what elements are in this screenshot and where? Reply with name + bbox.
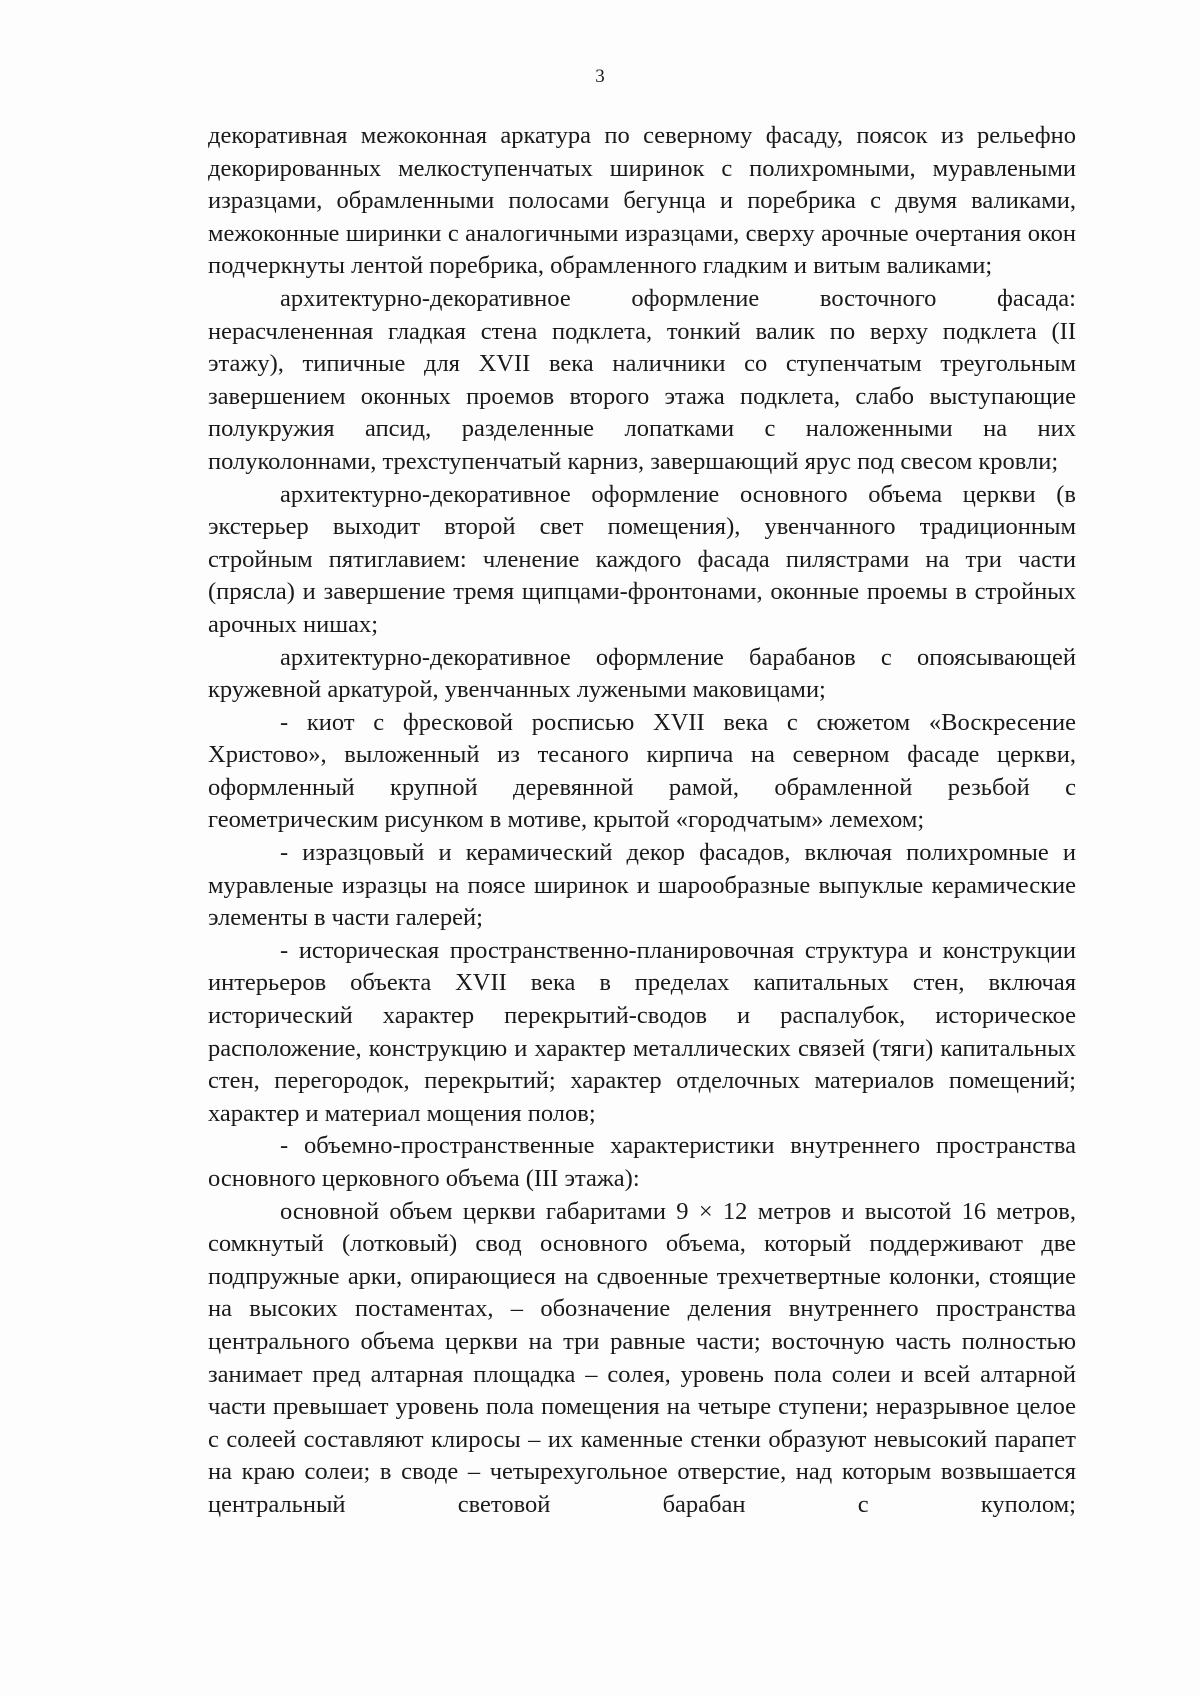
paragraph-main-church-volume: основной объем церкви габаритами 9 × 12 метров и высотой 16 метров, сомкнутый (лотковый) свод основного объема, который поддерживают две подпружные арки, опирающиеся на сдвоенные трехчетвертные колонки, стоящие на высоких постаментах, – обозначение деления внутреннего пространства центрального объема церкви на три равные части; восточную часть полностью занимает пред алтарная площадка – солея, уровень пола солеи и всей алтарной части превышает уровень пола помещения на четыре ступени; неразрывное целое с солеей составляют клиросы – их каменные стенки образуют невысокий парапет на краю солеи; в своде – четырехугольное отверстие, над которым возвышается центральный световой барабан с куполом; (208, 1197, 1076, 1518)
paragraph-tile-ceramic-decor: - изразцовый и керамический декор фасадов, включая полихромные и муравленые изразцы на поясе ширинок и шарообразные выпуклые керамические элементы в части галерей; (208, 839, 1076, 932)
paragraph-north-facade-decor: декоративная межоконная аркатура по северному фасаду, поясок из рельефно декорированных мелкоступенчатых ширинок с полихромными, муравлеными изразцами, обрамленными полосами бегунца и поребрика с двумя валиками, межоконные ширинки с аналогичными изразцами, сверху арочные очертания окон подчеркнуты лентой поребрика, обрамленного гладким и витым валиками; (208, 122, 1076, 280)
paragraph-drums: архитектурно-декоративное оформление барабанов с опоясывающей кружевной аркатурой, увенчанных лужеными маковицами; (208, 643, 1076, 704)
paragraph-east-facade: архитектурно-декоративное оформление восточного фасада: нерасчлененная гладкая стена подклета, тонкий валик по верху подклета (II этажу), типичные для XVII века наличники со ступенчатым треугольным завершением оконных проемов второго этажа подклета, слабо выступающие полукружия апсид, разделенные лопатками с наложенными на них полуколоннами, трехступенчатый карниз, завершающий ярус под свесом кровли; (208, 284, 1076, 475)
page-number: 3 (595, 66, 605, 87)
body-text (208, 120, 1076, 1522)
paragraph-main-volume: архитектурно-декоративное оформление основного объема церкви (в экстерьер выходит второй свет помещения), увенчанного традиционным стройным пятиглавием: членение каждого фасада пилястрами на три части (прясла) и завершение тремя щипцами-фронтонами, оконные проемы в стройных арочных нишах; (208, 480, 1076, 638)
paragraph-kiot-fresco: - киот с фресковой росписью XVII века с сюжетом «Воскресение Христово», выложенный из тесаного кирпича на северном фасаде церкви, оформленный крупной деревянной рамой, обрамленной резьбой с геометрическим рисунком в мотиве, крытой «городчатым» лемехом; (208, 708, 1076, 834)
paragraph-volume-characteristics: - объемно-пространственные характеристики внутреннего пространства основного церковного объема (III этажа): (208, 1132, 1076, 1192)
paragraph-interior-structure: - историческая пространственно-планировочная структура и конструкции интерьеров объекта XVII века в пределах капитальных стен, включая исторический характер перекрытий-сводов и распалубок, историческое расположение, конструкцию и характер металлических связей (тяги) капитальных стен, перегородок, перекрытий; характер отделочных материалов помещений; характер и материал мощения полов; (208, 936, 1076, 1127)
